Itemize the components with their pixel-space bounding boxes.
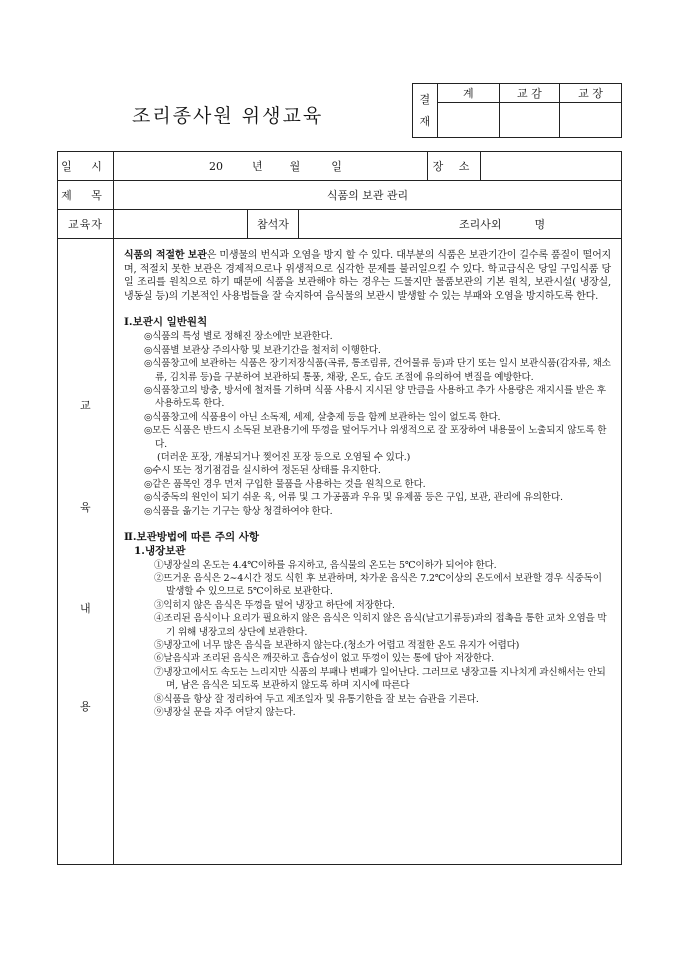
approval-label-top: 결 (419, 92, 431, 106)
section2-item: ③익히지 않은 음식은 뚜껑을 덮어 냉장고 하단에 저장한다. (154, 599, 395, 611)
content-body (114, 239, 622, 865)
section1-heading: Ⅰ.보관시 일반원칙 (124, 316, 208, 329)
approval-box (412, 83, 622, 138)
side-label-char: 내 (80, 602, 91, 615)
section2-item: ④조리된 음식이나 요리가 필요하지 않은 음식은 익히지 않은 음식(날고기류등)과의 접촉을 통한 교차 오염을 막기 위해 냉장고의 상단에 보관한다. (154, 613, 607, 638)
section2-item: ①냉장실의 온도는 4.4℃이하를 유지하고, 음식물의 온도는 5℃이하가 되어야 한다. (154, 559, 497, 571)
section2-subheading: 1.냉장보관 (134, 545, 186, 558)
educator-field[interactable] (114, 210, 248, 239)
intro-text: 은 미생물의 번식과 오염을 방지 할 수 있다. 대부분의 식품은 보관기간이 길수록 품질이 떨어지며, 적절치 못한 보관은 경제적으로나 위생적으로 심각한 문제를 불러일으킬 수 있다. 학교급식은 당일 구입식품 당일 조리를 원칙으로 하기 때문에 식품을 보관해야 하는 경우는 드물지만 물품보관의 기본 원칙, 보관시설( 냉장실, 냉동실 등)의 기본적인 사용법들을 잘 숙지하여 음식물의 보관시 발생할 수 있는 부패와 오염을 방지하도록 한다. (124, 250, 611, 302)
educator-label: 교육자 (58, 210, 114, 239)
section1-note: (더러운 포장, 개봉되거나 찢어진 포장 등으로 오염될 수 있다.) (157, 452, 411, 464)
section1-item: ◎식품별 보관상 주의사항 및 보관기간을 철저히 이행한다. (144, 344, 381, 356)
intro-bold: 식품의 적절한 보관 (124, 250, 207, 261)
subject-value: 식품의 보관 관리 (114, 181, 622, 210)
content-side-label (58, 239, 114, 865)
section1-item: ◎같은 품목인 경우 먼저 구입한 물품을 사용하는 것을 원칙으로 한다. (144, 478, 426, 490)
section1-item: ◎식품의 특성 별로 정해진 장소에만 보관한다. (144, 331, 333, 343)
section1-item: ◎식품창고에 보관하는 식품은 장기저장식품(곡류, 통조림류, 건어물류 등)과 단기 또는 일시 보관식품(감자류, 채소류, 김치류 등)을 구분하여 보관하되 통풍, 채광, 온도, 습도 조절에 유의하여 변질을 예방한다. (144, 358, 611, 383)
section2-item: ②뜨거운 음식은 2∼4시간 정도 식힌 후 보관하며, 차가운 음식은 7.2℃이상의 온도에서 보관할 경우 식중독이 발생할 수 있으므로 5℃이하로 보관한다. (154, 572, 602, 598)
approval-sign-3[interactable] (559, 103, 621, 138)
approval-col-3: 교 장 (559, 84, 621, 103)
approval-label (413, 84, 438, 138)
place-label: 장 소 (428, 152, 481, 181)
section1-item: ◎식중독의 원인이 되기 쉬운 육, 어류 및 그 가공품과 우유 및 유제품 등은 구입, 보관, 관리에 유의한다. (144, 492, 563, 504)
date-field[interactable] (114, 152, 428, 181)
intro-paragraph (124, 249, 611, 303)
date-month-label: 월 (289, 160, 301, 173)
section1-item: ◎식품창고에 식품용이 아닌 소독제, 세제, 살충제 등을 함께 보관하는 일이 없도록 한다. (144, 411, 501, 423)
attendee-field[interactable] (299, 210, 622, 239)
approval-col-2: 교 감 (499, 84, 559, 103)
section1-item: ◎식품을 옮기는 기구는 항상 청결하여야 한다. (144, 505, 333, 517)
section2-heading: Ⅱ.보관방법에 따른 주의 사항 (124, 531, 260, 544)
attendee-unit: 명 (534, 218, 546, 231)
side-label-char: 교 (80, 399, 91, 412)
side-label-char: 육 (80, 501, 91, 514)
section2-item: ⑥날음식과 조리된 음식은 깨끗하고 흡습성이 없고 뚜껑이 있는 통에 담아 저장한다. (154, 653, 494, 665)
section2-item: ⑤냉장고에 너무 많은 음식을 보관하지 않는다.(청소가 어렵고 적절한 온도 유지가 어렵다) (154, 640, 520, 651)
date-label: 일 시 (58, 152, 114, 181)
approval-col-1: 계 (437, 84, 499, 103)
section2-item: ⑨냉장실 문을 자주 여닫지 않는다. (154, 707, 296, 719)
place-field[interactable] (481, 152, 622, 181)
section1-item: ◎수시 또는 정기점검을 실시하여 정돈된 상태를 유지한다. (144, 465, 381, 477)
attendee-label: 참석자 (248, 210, 299, 239)
approval-sign-1[interactable] (437, 103, 499, 138)
subject-label: 제 목 (58, 181, 114, 210)
side-label-char: 용 (80, 700, 91, 713)
approval-label-bottom: 재 (419, 114, 431, 128)
date-year-label: 년 (252, 160, 263, 173)
section1-item: ◎식품창고의 방충, 방서에 철저를 기하며 식품 사용시 지시된 양 만큼을 사용하고 추가 사용량은 재지시를 받은 후 사용하도록 한다. (144, 385, 606, 410)
document-title: 조리종사원 위생교육 (132, 105, 324, 127)
education-form (57, 151, 622, 865)
section2-item: ⑦냉장고에서도 속도는 느리지만 식품의 부패나 변패가 일어난다. 그러므로 냉장고를 지나치게 과신해서는 안되며, 남은 음식은 되도록 보관하지 않도록 하며 지시에 따른다 (154, 666, 606, 692)
approval-sign-2[interactable] (499, 103, 559, 138)
attendee-value: 조리사외 (459, 218, 502, 231)
section2-item: ⑧식품을 항상 잘 정리하여 두고 제조일자 및 유통기한을 잘 보는 습관을 기른다. (154, 693, 479, 705)
section1-item: ◎모든 식품은 반드시 소독된 보관용기에 뚜껑을 덮어두거나 위생적으로 잘 포장하여 내용물이 노출되지 않도록 한다. (144, 425, 607, 450)
date-year-prefix: 20 (209, 160, 223, 173)
date-day-label: 일 (331, 160, 342, 173)
